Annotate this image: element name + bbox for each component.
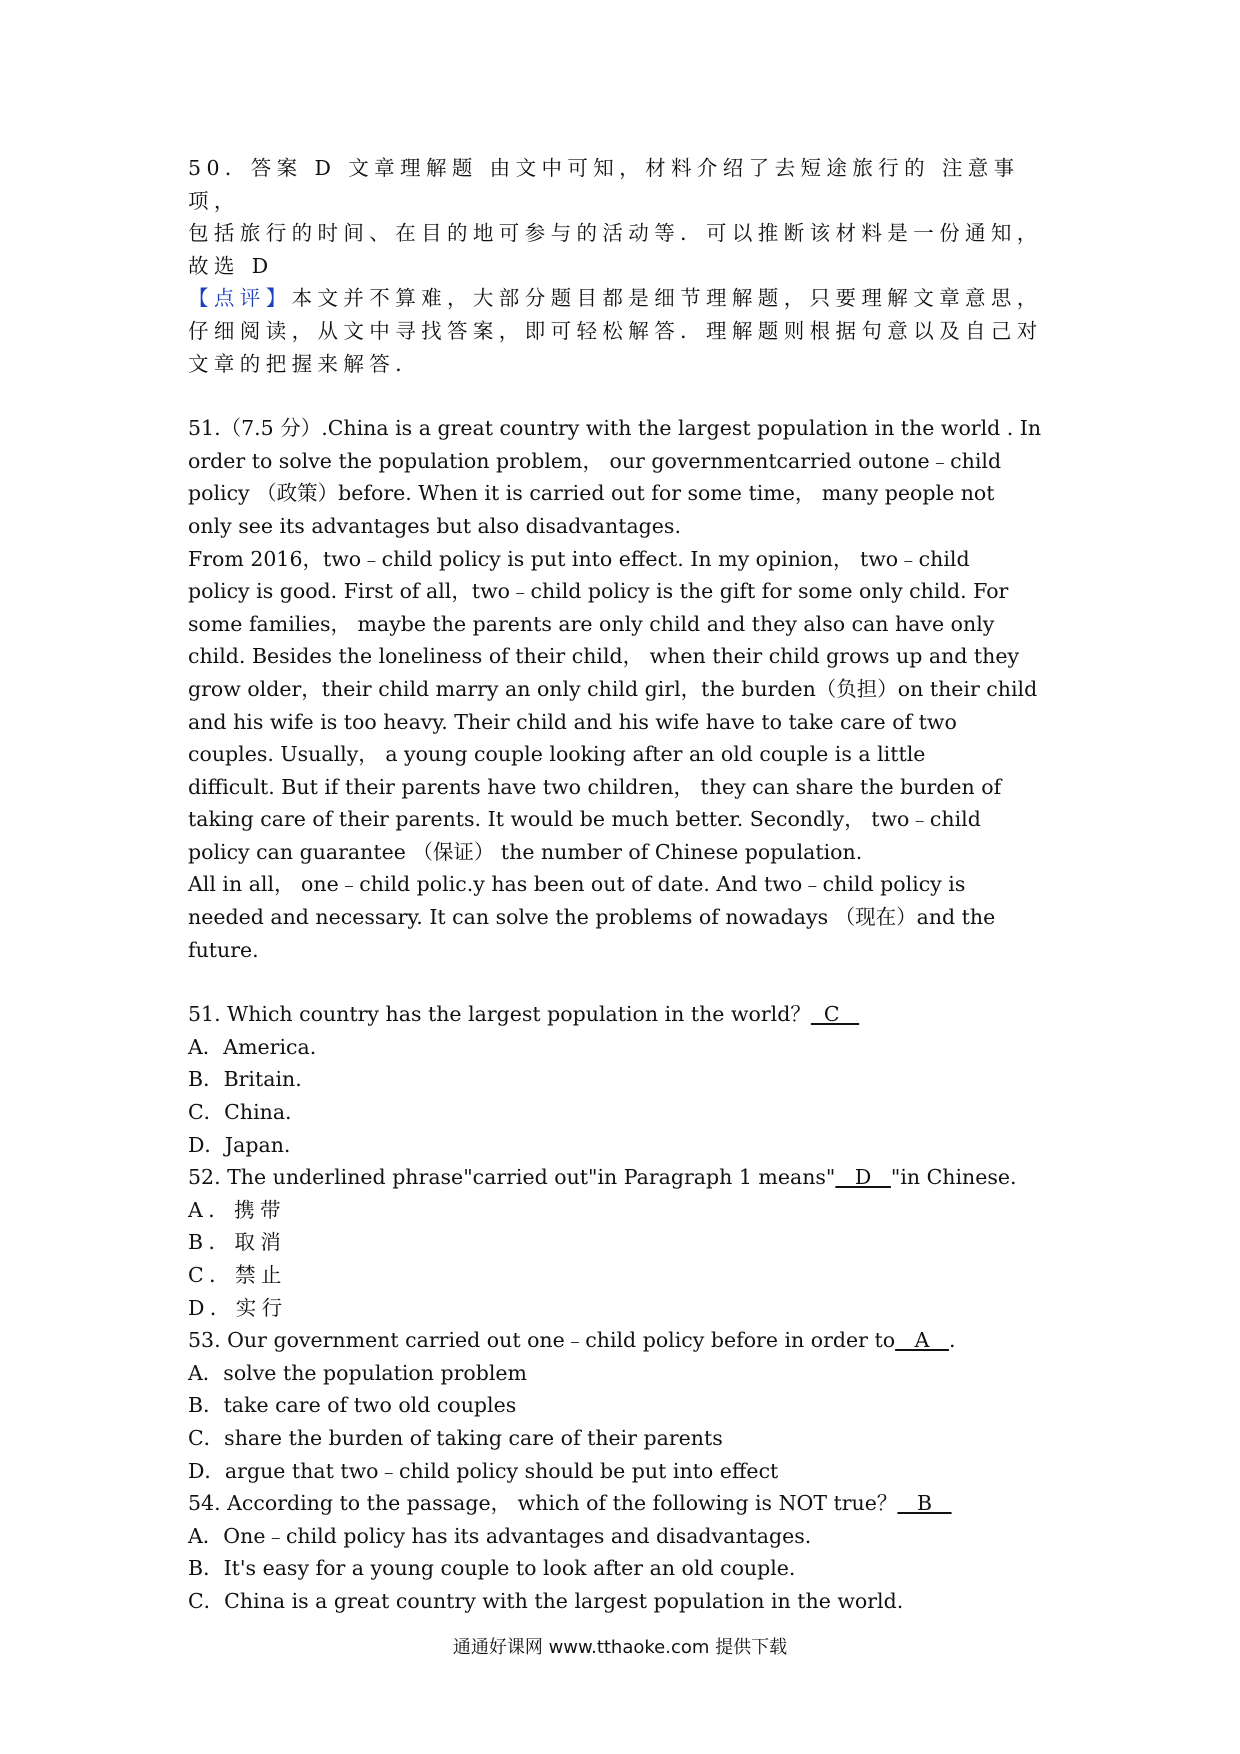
passage-line: taking care of their parents. It would be much better. Secondly， two﹣child xyxy=(188,807,981,832)
passage-line: and his wife is too heavy. Their child and his wife have to take care of two xyxy=(188,709,957,734)
answer-blank: C xyxy=(810,1002,860,1027)
option-d: D．argue that two﹣child policy should be put into effect xyxy=(188,1458,779,1483)
passage-line: child. Besides the loneliness of their child， when their child grows up and they xyxy=(188,644,1020,669)
document-page xyxy=(188,152,1068,1618)
passage-line: policy （政策）before. When it is carried out for some time， many people not xyxy=(188,481,995,506)
option-d: D．Japan. xyxy=(188,1132,291,1157)
option-c: C．China. xyxy=(188,1100,292,1125)
option-c: C．China is a great country with the largest population in the world. xyxy=(188,1588,904,1613)
passage-line: From 2016，two﹣child policy is put into effect. In my opinion， two﹣child xyxy=(188,546,970,571)
answer-blank: B xyxy=(897,1491,952,1516)
option-a: A．solve the population problem xyxy=(188,1360,527,1385)
question-52 xyxy=(188,1161,1068,1324)
answer-blank: D xyxy=(835,1165,891,1190)
passage-line: future. xyxy=(188,937,259,962)
passage-line: some families， maybe the parents are only child and they also can have only xyxy=(188,611,995,636)
option-a: A．America. xyxy=(188,1034,317,1059)
passage-line: policy is good. First of all，two﹣child policy is the gift for some only child. For xyxy=(188,579,1009,604)
question-54 xyxy=(188,1487,1068,1617)
comment-text: 本文并不算难，大部分题目都是细节理解题，只要理解文章意思， xyxy=(291,286,1043,311)
option-a: A．One﹣child policy has its advantages and disadvantages. xyxy=(188,1523,812,1548)
option-b: B．It's easy for a young couple to look after an old couple. xyxy=(188,1556,796,1581)
passage-line: All in all， one﹣child polic.y has been out of date. And two﹣child policy is xyxy=(188,872,966,897)
comment-line: 文章的把握来解答． xyxy=(188,351,422,376)
comment-tag: 【点评】 xyxy=(188,286,292,311)
option-a: A．携带 xyxy=(188,1197,286,1222)
passage-line: policy can guarantee （保证） the number of Chinese population. xyxy=(188,839,863,864)
passage-line: difficult. But if their parents have two children， they can share the burden of xyxy=(188,774,1002,799)
passage-line: needed and necessary. It can solve the problems of nowadays （现在）and the xyxy=(188,905,996,930)
option-c: C．禁止 xyxy=(188,1263,287,1287)
answer-50-section xyxy=(188,152,1068,282)
question-stem: 54. According to the passage， which of the following is NOT true？ B xyxy=(188,1491,952,1516)
passage-line: 51.（7.5 分）.China is a great country with the largest population in the world . In xyxy=(188,416,1042,441)
answer-blank: A xyxy=(895,1328,949,1353)
option-b: B．取消 xyxy=(188,1230,287,1255)
passage-line: couples. Usually， a young couple looking after an old couple is a little xyxy=(188,742,926,767)
answer-50-line: 包括旅行的时间、在目的地可参与的活动等．可以推断该材料是一份通知， xyxy=(188,221,1043,246)
answer-50-line: 50．答案 D 文章理解题 由文中可知，材料介绍了去短途旅行的 注意事项， xyxy=(188,156,1020,213)
option-b: B．take care of two old couples xyxy=(188,1393,517,1418)
question-51 xyxy=(188,998,1068,1161)
question-stem: 51. Which country has the largest population in the world？ C xyxy=(188,1002,860,1027)
option-b: B．Britain. xyxy=(188,1067,302,1092)
comment-section xyxy=(188,282,1068,380)
passage-line: grow older，their child marry an only child girl，the burden（负担）on their child xyxy=(188,676,1038,701)
option-d: D．实行 xyxy=(188,1295,288,1320)
question-stem: 52. The underlined phrase"carried out"in Paragraph 1 means" D "in Chinese. xyxy=(188,1165,1017,1190)
passage-line: only see its advantages but also disadvantages. xyxy=(188,513,681,538)
reading-passage xyxy=(188,412,1068,966)
question-53 xyxy=(188,1324,1068,1487)
comment-line: 仔细阅读，从文中寻找答案，即可轻松解答．理解题则根据句意以及自己对 xyxy=(188,318,1043,343)
passage-line: order to solve the population problem， our governmentcarried outone﹣child xyxy=(188,448,1002,473)
answer-50-line: 故选 D xyxy=(188,253,274,278)
comment-line xyxy=(188,282,1068,315)
option-c: C．share the burden of taking care of their parents xyxy=(188,1425,723,1450)
page-footer: 通通好课网 www.tthaoke.com 提供下载 xyxy=(452,1637,788,1658)
question-stem: 53. Our government carried out one﹣child policy before in order to A . xyxy=(188,1328,956,1353)
